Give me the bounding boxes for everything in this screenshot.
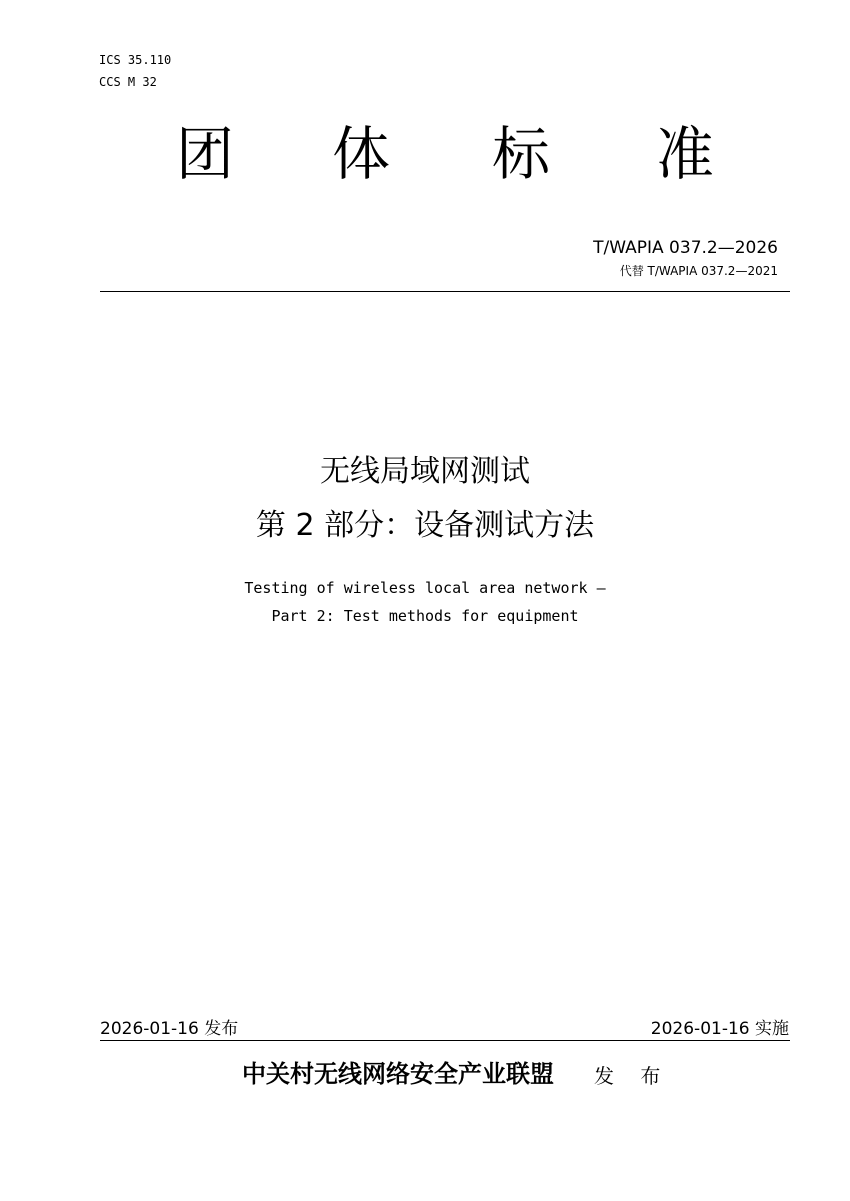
replaces-note: 代替 T/WAPIA 037.2—2021	[619, 264, 778, 278]
ics-code: ICS 35.110	[99, 53, 172, 67]
publish-label: 发 布	[594, 1064, 671, 1088]
publish-date: 2026-01-16 发布	[100, 1019, 239, 1039]
title-zh-line-2: 第 2 部分：设备测试方法	[255, 508, 595, 543]
standard-type-char-1: 团	[176, 120, 235, 188]
bottom-divider	[100, 1040, 790, 1041]
top-divider	[100, 291, 790, 292]
title-en-line-2: Part 2: Test methods for equipment	[271, 607, 579, 625]
title-en-line-1: Testing of wireless local area network —	[244, 579, 606, 597]
standard-code: T/WAPIA 037.2—2026	[593, 238, 778, 258]
title-zh-line-1: 无线局域网测试	[320, 454, 530, 489]
publisher-name: 中关村无线网络安全产业联盟	[242, 1060, 554, 1088]
standard-type-char-3: 标	[492, 120, 551, 188]
standard-type-heading	[100, 116, 790, 196]
standard-type-char-2: 体	[332, 120, 391, 188]
standard-type-char-4: 准	[656, 120, 715, 188]
ccs-code: CCS M 32	[99, 75, 157, 89]
implementation-date: 2026-01-16 实施	[650, 1019, 789, 1039]
